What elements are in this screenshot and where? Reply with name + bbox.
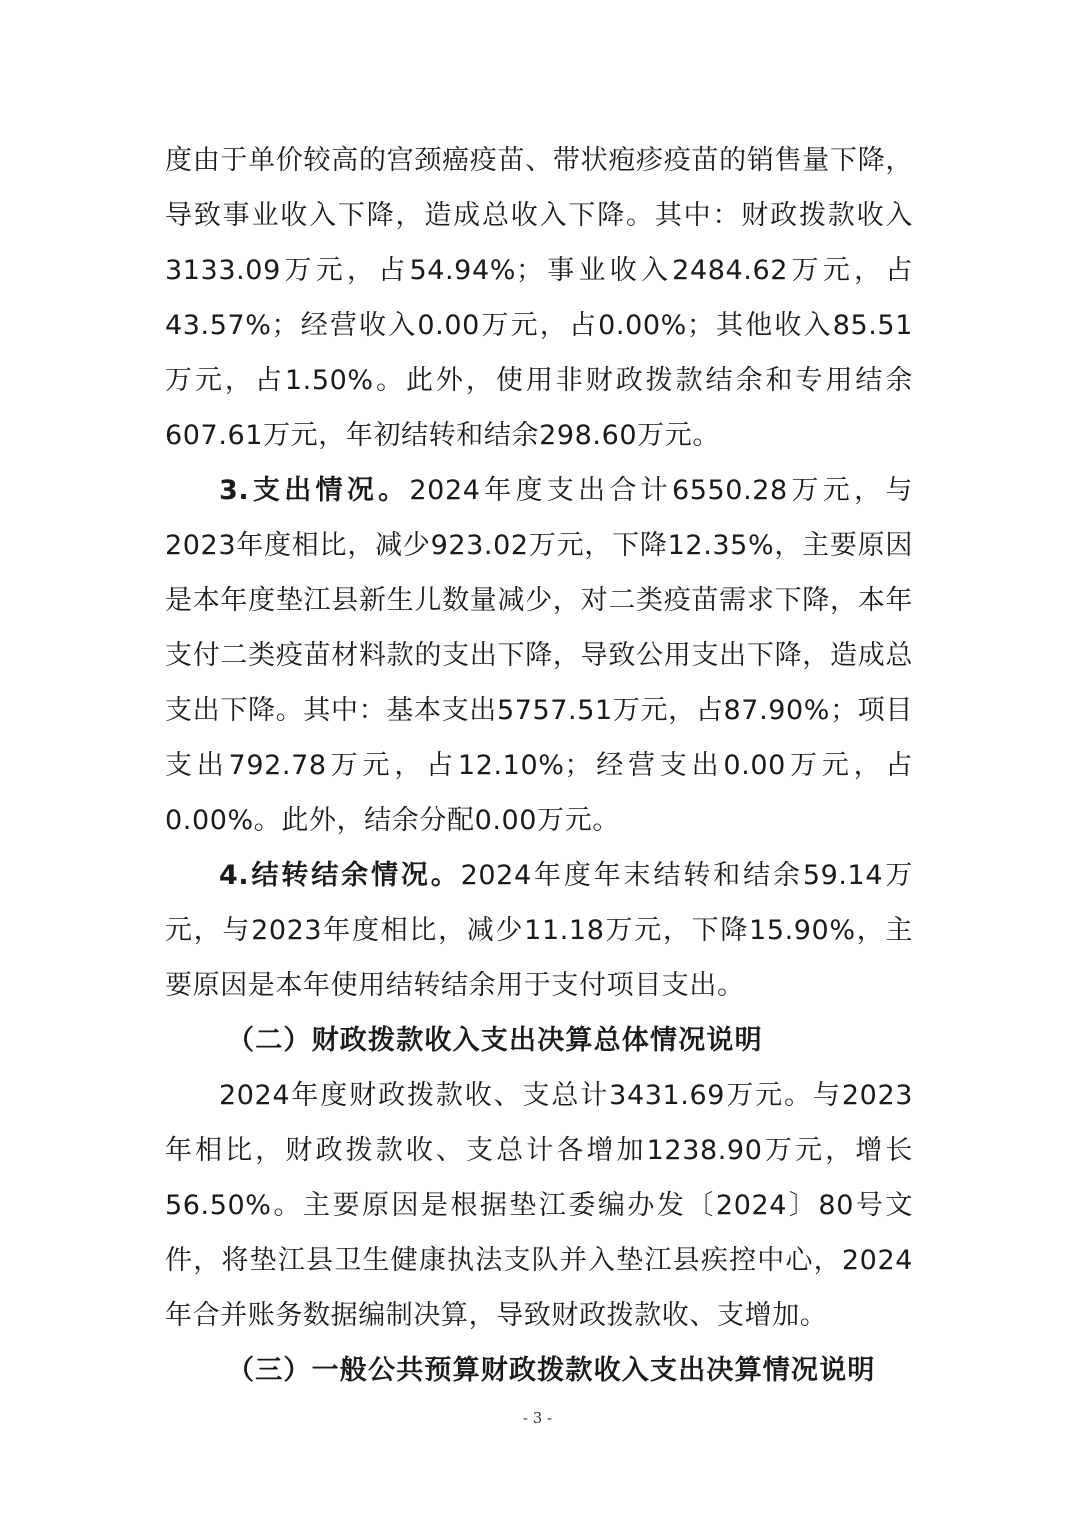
expenditure-lead: 3.支出情况。 <box>219 475 410 506</box>
page-number: - 3 - <box>522 1409 553 1427</box>
expenditure-paragraph <box>165 463 913 848</box>
income-paragraph-continued: 度由于单价较高的宫颈癌疫苗、带状疱疹疫苗的销售量下降，导致事业收入下降，造成总收入下降。其中：财政拨款收入3133.09万元，占54.94%；事业收入2484.62万元，占43.57%；经营收入0.00万元，占0.00%；其他收入85.51万元，占1.50%。此外，使用非财政拨款结余和专用结余607.61万元，年初结转和结余298.60万元。 <box>165 145 913 451</box>
document-body <box>165 133 913 1398</box>
carryover-text: 2024年度年末结转和结余59.14万元，与2023年度相比，减少11.18万元，下降15.90%，主要原因是本年使用结转结余用于支付项目支出。 <box>165 860 913 1001</box>
section-heading-3: （三）一般公共预算财政拨款收入支出决算情况说明 <box>227 1355 876 1386</box>
section-heading-2: （二）财政拨款收入支出决算总体情况说明 <box>227 1025 763 1056</box>
carryover-paragraph <box>165 848 913 1013</box>
carryover-lead: 4.结转结余情况。 <box>219 860 461 891</box>
expenditure-text: 2024年度支出合计6550.28万元，与2023年度相比，减少923.02万元，下降12.35%，主要原因是本年度垫江县新生儿数量减少，对二类疫苗需求下降，本年支付二类疫苗材料款的支出下降，导致公用支出下降，造成总支出下降。其中：基本支出5757.51万元，占87.90%；项目支出792.78万元，占12.10%；经营支出0.00万元，占0.00%。此外，结余分配0.00万元。 <box>165 475 913 836</box>
fiscal-total-paragraph: 2024年度财政拨款收、支总计3431.69万元。与2023年相比，财政拨款收、支总计各增加1238.90万元，增长56.50%。主要原因是根据垫江委编办发〔2024〕80号文件，将垫江县卫生健康执法支队并入垫江县疾控中心，2024年合并账务数据编制决算，导致财政拨款收、支增加。 <box>165 1080 913 1331</box>
